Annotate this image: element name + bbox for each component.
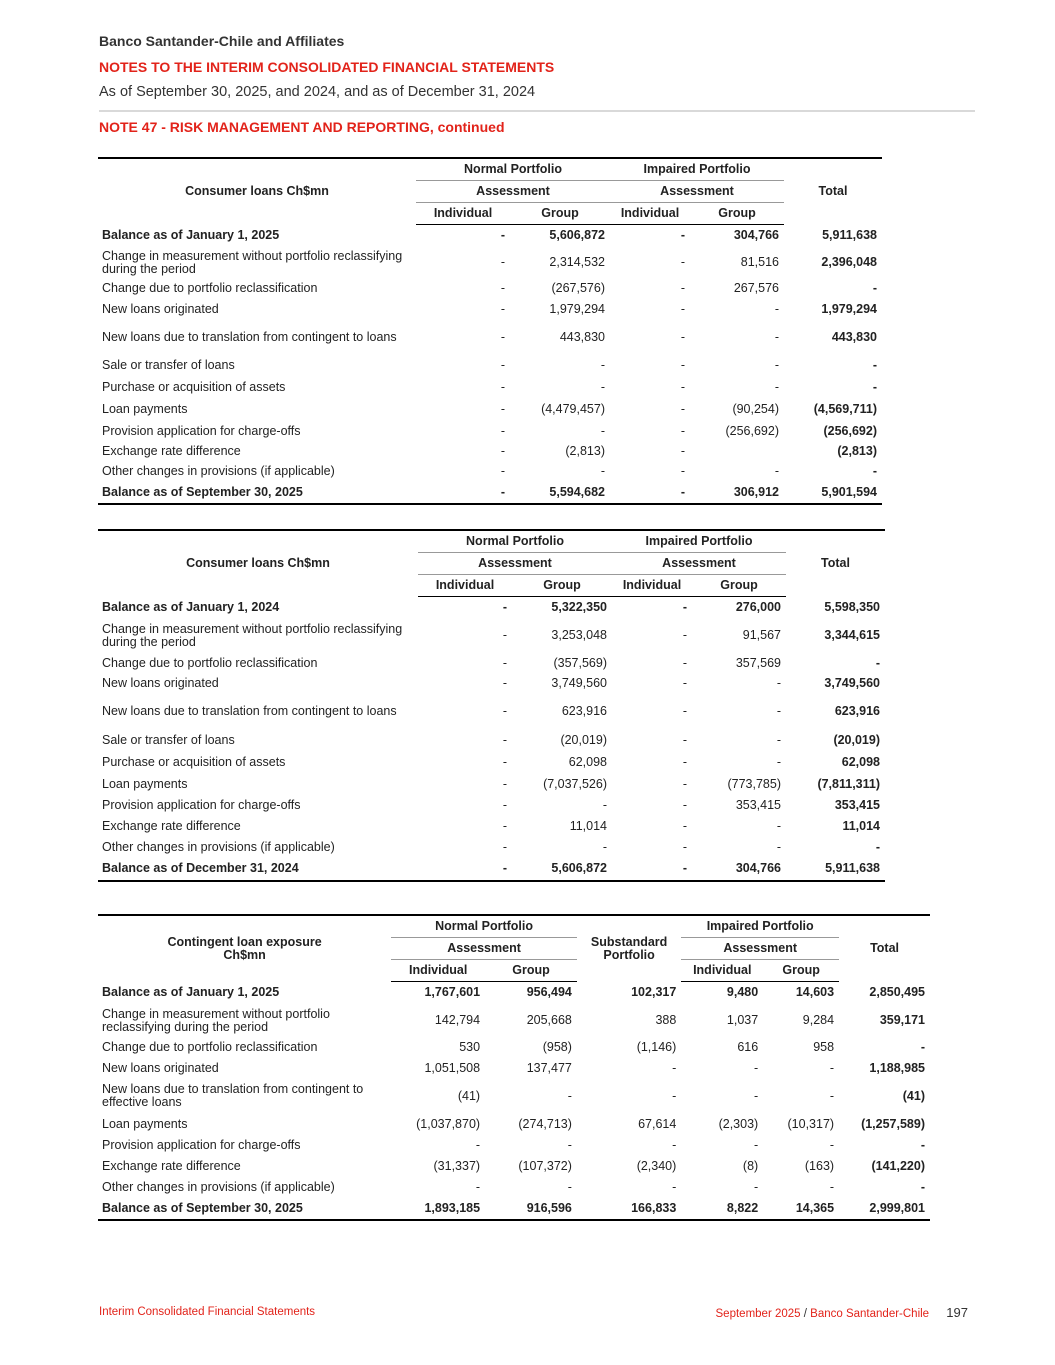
row-value: - bbox=[502, 600, 507, 615]
row-value: 530 bbox=[459, 1040, 481, 1054]
row-value: 67,614 bbox=[638, 1117, 677, 1131]
consumer-loans-2025-table bbox=[98, 157, 882, 505]
row-value: - bbox=[680, 464, 685, 478]
table-title: Contingent loan exposure Ch$mn bbox=[167, 934, 322, 962]
group-header: Group bbox=[692, 575, 786, 597]
group-header: Group bbox=[485, 960, 577, 982]
normal-portfolio-header: Normal Portfolio bbox=[418, 530, 612, 553]
row-total: - bbox=[872, 380, 877, 394]
row-value: (4,479,457) bbox=[541, 402, 605, 416]
substandard-portfolio-header: Substandard Portfolio bbox=[590, 934, 668, 962]
table-row bbox=[98, 1156, 930, 1178]
individual-header: Individual bbox=[681, 960, 763, 982]
row-value: - bbox=[682, 704, 687, 718]
row-total: (256,692) bbox=[823, 423, 877, 438]
row-value: - bbox=[500, 301, 505, 316]
row-value: - bbox=[774, 358, 779, 372]
row-value: - bbox=[754, 1088, 759, 1103]
row-value: (20,019) bbox=[560, 733, 607, 747]
row-value: 357,569 bbox=[735, 655, 781, 670]
group-header: Group bbox=[512, 575, 612, 597]
row-total: (7,811,311) bbox=[817, 776, 880, 791]
row-value: 2,314,532 bbox=[549, 255, 605, 269]
row-value: (10,317) bbox=[787, 1117, 835, 1131]
assessment-header: Assessment bbox=[612, 553, 786, 575]
row-value: - bbox=[829, 1088, 835, 1103]
row-value: 5,594,682 bbox=[510, 482, 610, 504]
row-value: - bbox=[500, 380, 505, 394]
row-value: - bbox=[829, 1138, 835, 1152]
row-value: - bbox=[502, 655, 507, 670]
table-title: Consumer loans Ch$mn bbox=[186, 556, 330, 571]
row-total: - bbox=[872, 358, 877, 372]
table-row bbox=[98, 1114, 930, 1136]
row-value: - bbox=[754, 1060, 759, 1075]
table-row bbox=[98, 421, 882, 442]
row-value: - bbox=[602, 839, 607, 854]
row-value: 1,051,508 bbox=[424, 1060, 481, 1075]
row-total: (4,569,711) bbox=[813, 402, 877, 416]
row-value: 11,014 bbox=[569, 818, 607, 833]
row-value: (163) bbox=[804, 1159, 835, 1173]
row-value: (2,813) bbox=[565, 444, 605, 458]
row-value: (31,337) bbox=[433, 1159, 481, 1173]
row-total: 1,979,294 bbox=[821, 301, 877, 316]
table-row bbox=[98, 1136, 930, 1156]
row-value: (256,692) bbox=[725, 423, 779, 438]
row-value: 3,253,048 bbox=[551, 628, 607, 642]
row-value: - bbox=[680, 255, 685, 269]
row-label: Exchange rate difference bbox=[102, 444, 241, 458]
row-value: - bbox=[475, 1138, 481, 1152]
row-label: Loan payments bbox=[102, 402, 188, 416]
table-row bbox=[98, 619, 885, 653]
row-value: 276,000 bbox=[735, 600, 781, 615]
table-row bbox=[98, 774, 885, 795]
row-value: (2,340) bbox=[636, 1159, 677, 1173]
row-value: - bbox=[680, 402, 685, 416]
footer-right bbox=[716, 1305, 968, 1320]
row-value: 5,606,872 bbox=[512, 858, 612, 881]
row-value: 166,833 bbox=[577, 1198, 681, 1220]
row-value: - bbox=[567, 1138, 572, 1152]
row-value: - bbox=[500, 464, 505, 478]
row-label: Balance as of January 1, 2025 bbox=[102, 985, 280, 999]
table-row bbox=[98, 1178, 930, 1198]
row-label: Change in measurement without portfolio reclassifying during the period bbox=[102, 621, 403, 649]
total-header: Total bbox=[821, 556, 850, 571]
row-value: - bbox=[502, 797, 507, 812]
row-value: 5,322,350 bbox=[551, 600, 607, 615]
row-label: New loans due to translation from contingent to loans bbox=[102, 329, 397, 344]
row-value: - bbox=[500, 281, 505, 295]
row-label: Sale or transfer of loans bbox=[102, 733, 235, 747]
row-value: - bbox=[829, 1060, 835, 1075]
row-value: 353,415 bbox=[735, 797, 781, 812]
row-value: - bbox=[600, 423, 605, 438]
row-value: 137,477 bbox=[526, 1060, 572, 1075]
row-total: - bbox=[920, 1180, 925, 1194]
row-value: - bbox=[682, 676, 687, 690]
row-value: 623,916 bbox=[561, 704, 607, 718]
company-name: Banco Santander-Chile and Affiliates bbox=[99, 33, 345, 49]
row-total: - bbox=[920, 1040, 925, 1054]
individual-header: Individual bbox=[418, 575, 512, 597]
row-value: - bbox=[774, 380, 779, 394]
group-header: Group bbox=[510, 203, 610, 225]
row-value: (773,785) bbox=[727, 776, 781, 791]
row-total: 2,850,495 bbox=[869, 985, 925, 999]
row-total: (2,813) bbox=[837, 444, 877, 458]
row-label: New loans originated bbox=[102, 676, 219, 690]
row-value: - bbox=[502, 818, 507, 833]
row-value: - bbox=[776, 704, 781, 718]
row-label: Exchange rate difference bbox=[102, 1159, 241, 1173]
footer-bank: Banco Santander-Chile bbox=[810, 1308, 930, 1320]
row-label: Provision application for charge-offs bbox=[102, 797, 301, 812]
row-value: (7,037,526) bbox=[543, 776, 607, 791]
row-total: (41) bbox=[902, 1088, 925, 1103]
page-header bbox=[99, 33, 974, 104]
row-value: - bbox=[682, 733, 687, 747]
assessment-header: Assessment bbox=[391, 938, 577, 960]
row-value: 304,766 bbox=[733, 228, 779, 243]
row-value: - bbox=[776, 733, 781, 747]
row-total: 623,916 bbox=[834, 704, 880, 718]
row-value: - bbox=[500, 444, 505, 458]
row-value: - bbox=[682, 818, 687, 833]
row-total: - bbox=[920, 1138, 925, 1152]
row-value: - bbox=[774, 464, 779, 478]
row-total: (141,220) bbox=[871, 1159, 925, 1173]
row-value: 8,822 bbox=[681, 1198, 763, 1220]
row-value: (2,303) bbox=[718, 1117, 759, 1131]
row-value: - bbox=[682, 600, 687, 615]
row-value: 956,494 bbox=[526, 985, 572, 1000]
footer-date: September 2025 bbox=[715, 1308, 801, 1320]
table-row bbox=[98, 1058, 930, 1079]
row-value: - bbox=[672, 1138, 677, 1152]
row-value: - bbox=[567, 1180, 572, 1194]
row-value: - bbox=[680, 301, 685, 316]
row-value: 958 bbox=[813, 1040, 835, 1054]
row-value: (274,713) bbox=[518, 1117, 572, 1131]
row-value: 205,668 bbox=[526, 1013, 572, 1027]
row-label: Balance as of January 1, 2025 bbox=[102, 228, 280, 242]
row-label: New loans originated bbox=[102, 1060, 219, 1075]
table-row bbox=[98, 1079, 930, 1114]
row-value: - bbox=[680, 423, 685, 438]
row-label: Balance as of January 1, 2024 bbox=[102, 600, 280, 614]
individual-header: Individual bbox=[612, 575, 692, 597]
row-value: (267,576) bbox=[551, 281, 605, 295]
row-value: 306,912 bbox=[690, 482, 784, 504]
row-total: (20,019) bbox=[833, 733, 880, 747]
assessment-header: Assessment bbox=[681, 938, 839, 960]
table-row bbox=[98, 1198, 930, 1220]
row-value: (958) bbox=[542, 1040, 572, 1054]
row-value: - bbox=[502, 704, 507, 718]
row-value: - bbox=[600, 464, 605, 478]
impaired-portfolio-header: Impaired Portfolio bbox=[610, 158, 784, 181]
row-value: (90,254) bbox=[732, 402, 779, 416]
note-title: NOTE 47 - RISK MANAGEMENT AND REPORTING, continued bbox=[99, 119, 505, 135]
row-value: - bbox=[680, 228, 685, 243]
row-label: Balance as of September 30, 2025 bbox=[98, 482, 416, 504]
row-value: - bbox=[774, 301, 779, 316]
row-label: Provision application for charge-offs bbox=[102, 423, 301, 438]
table-row bbox=[98, 982, 930, 1004]
row-value: - bbox=[500, 329, 505, 344]
table-row bbox=[98, 816, 885, 837]
row-value: 5,606,872 bbox=[549, 228, 605, 243]
row-value: - bbox=[500, 423, 505, 438]
impaired-portfolio-header: Impaired Portfolio bbox=[612, 530, 786, 553]
row-value: - bbox=[680, 380, 685, 394]
row-label: Change due to portfolio reclassification bbox=[102, 655, 318, 670]
row-value: - bbox=[682, 839, 687, 854]
group-header: Group bbox=[690, 203, 784, 225]
row-value: 304,766 bbox=[692, 858, 786, 881]
table-row bbox=[98, 399, 882, 421]
footer-left: Interim Consolidated Financial Statements bbox=[99, 1306, 316, 1318]
row-label: Provision application for charge-offs bbox=[102, 1138, 301, 1152]
row-value: - bbox=[500, 255, 505, 269]
footer-separator: / bbox=[803, 1308, 807, 1320]
impaired-portfolio-header: Impaired Portfolio bbox=[681, 915, 839, 938]
row-value: - bbox=[680, 358, 685, 372]
row-value: - bbox=[682, 797, 687, 812]
row-value: (357,569) bbox=[553, 655, 607, 670]
row-value: - bbox=[829, 1180, 835, 1194]
row-value: - bbox=[754, 1138, 759, 1152]
row-value: - bbox=[475, 1180, 481, 1194]
total-header: Total bbox=[870, 941, 899, 956]
row-value: 1,979,294 bbox=[549, 301, 605, 316]
row-value: (41) bbox=[457, 1088, 481, 1103]
row-total: 359,171 bbox=[879, 1013, 925, 1027]
row-value: 142,794 bbox=[434, 1013, 481, 1027]
row-value: 3,749,560 bbox=[551, 676, 607, 690]
row-label: Other changes in provisions (if applicable) bbox=[102, 839, 335, 854]
row-value: - bbox=[567, 1088, 572, 1103]
row-value: (1,146) bbox=[636, 1040, 677, 1054]
row-total: - bbox=[875, 839, 880, 854]
row-total: 5,598,350 bbox=[824, 600, 880, 614]
assessment-header: Assessment bbox=[418, 553, 612, 575]
row-value bbox=[690, 442, 784, 462]
row-total: 1,188,985 bbox=[869, 1060, 925, 1075]
table-row bbox=[98, 355, 882, 377]
row-value: - bbox=[682, 628, 687, 642]
row-value: - bbox=[680, 329, 685, 344]
table-row bbox=[98, 482, 882, 504]
row-value: 443,830 bbox=[559, 329, 605, 344]
individual-header: Individual bbox=[610, 203, 690, 225]
row-label: Loan payments bbox=[102, 776, 188, 791]
header-divider bbox=[99, 110, 975, 112]
row-value: - bbox=[502, 733, 507, 747]
row-value: - bbox=[682, 755, 687, 769]
row-label: Change in measurement without portfolio reclassifying during the period bbox=[102, 248, 403, 276]
row-total: 5,911,638 bbox=[786, 858, 885, 881]
row-value: 616 bbox=[737, 1040, 759, 1054]
row-value: - bbox=[776, 755, 781, 769]
row-value: - bbox=[682, 776, 687, 791]
row-value: 9,480 bbox=[726, 985, 759, 1000]
table-row bbox=[98, 730, 885, 752]
row-value: 81,516 bbox=[740, 255, 779, 269]
row-value: - bbox=[680, 281, 685, 295]
row-total: 62,098 bbox=[841, 755, 880, 769]
table-row bbox=[98, 674, 885, 694]
row-total: 353,415 bbox=[834, 797, 880, 812]
table-row bbox=[98, 320, 882, 355]
page-number: 197 bbox=[946, 1305, 968, 1320]
row-value: - bbox=[672, 1088, 677, 1103]
row-total: 5,901,594 bbox=[784, 482, 882, 504]
row-value: - bbox=[680, 444, 685, 458]
row-value: 1,767,601 bbox=[424, 985, 481, 1000]
row-label: Change due to portfolio reclassification bbox=[102, 1040, 318, 1054]
row-value: 9,284 bbox=[802, 1013, 835, 1027]
document-subtitle: As of September 30, 2025, and 2024, and as of December 31, 2024 bbox=[99, 84, 536, 100]
individual-header: Individual bbox=[416, 203, 510, 225]
row-value: 388 bbox=[655, 1013, 677, 1027]
table-row bbox=[98, 795, 885, 816]
row-value: - bbox=[612, 858, 692, 881]
row-value: - bbox=[500, 358, 505, 372]
row-value: - bbox=[776, 818, 781, 833]
row-label: Balance as of September 30, 2025 bbox=[98, 1198, 391, 1220]
consumer-loans-2024-table bbox=[98, 529, 885, 882]
table-row bbox=[98, 837, 885, 858]
row-label: Other changes in provisions (if applicable) bbox=[102, 1180, 335, 1194]
table-row bbox=[98, 694, 885, 730]
document-title: NOTES TO THE INTERIM CONSOLIDATED FINANCIAL STATEMENTS bbox=[99, 59, 555, 75]
contingent-loan-exposure-table bbox=[98, 914, 930, 1221]
normal-portfolio-header: Normal Portfolio bbox=[391, 915, 577, 938]
row-label: Balance as of December 31, 2024 bbox=[98, 858, 418, 881]
row-value: 62,098 bbox=[568, 755, 607, 769]
row-value: - bbox=[672, 1060, 677, 1075]
row-label: Loan payments bbox=[102, 1117, 188, 1131]
row-label: Exchange rate difference bbox=[102, 818, 241, 833]
row-value: 916,596 bbox=[485, 1198, 577, 1220]
row-total: - bbox=[872, 464, 877, 478]
row-label: New loans due to translation from contingent to effective loans bbox=[102, 1082, 364, 1109]
row-label: Change due to portfolio reclassification bbox=[102, 281, 318, 295]
group-header: Group bbox=[763, 960, 839, 982]
row-value: - bbox=[502, 628, 507, 642]
row-value: - bbox=[502, 755, 507, 769]
row-label: Change in measurement without portfolio reclassifying during the period bbox=[102, 1006, 330, 1034]
row-value: 102,317 bbox=[631, 985, 677, 999]
row-value: (1,037,870) bbox=[416, 1117, 481, 1131]
row-value: - bbox=[502, 839, 507, 854]
row-value: - bbox=[610, 482, 690, 504]
row-value: - bbox=[418, 858, 512, 881]
row-label: New loans originated bbox=[102, 301, 219, 316]
assessment-header: Assessment bbox=[416, 181, 610, 203]
row-value: - bbox=[682, 655, 687, 670]
row-total: - bbox=[872, 281, 877, 295]
row-value: - bbox=[500, 228, 505, 243]
row-value: 14,603 bbox=[795, 985, 835, 1000]
row-label: Sale or transfer of loans bbox=[102, 358, 235, 372]
row-value: - bbox=[600, 358, 605, 372]
row-label: Other changes in provisions (if applicable) bbox=[102, 464, 335, 478]
row-value: - bbox=[754, 1180, 759, 1194]
table-row bbox=[98, 1004, 930, 1038]
row-value: - bbox=[502, 676, 507, 690]
row-value: - bbox=[600, 380, 605, 394]
row-value: 91,567 bbox=[742, 628, 781, 642]
table-row bbox=[98, 377, 882, 399]
table-row bbox=[98, 279, 882, 299]
row-value: - bbox=[672, 1180, 677, 1194]
row-value: (107,372) bbox=[518, 1159, 572, 1173]
row-value: - bbox=[500, 402, 505, 416]
table-row bbox=[98, 858, 885, 881]
row-total: 3,344,615 bbox=[824, 628, 880, 642]
row-total: (1,257,589) bbox=[861, 1117, 925, 1131]
table-row bbox=[98, 225, 882, 247]
table-row bbox=[98, 299, 882, 320]
row-label: New loans due to translation from contingent to loans bbox=[102, 704, 397, 718]
row-value: 14,365 bbox=[763, 1198, 839, 1220]
table-row bbox=[98, 1038, 930, 1058]
total-header: Total bbox=[818, 184, 848, 199]
table-row bbox=[98, 752, 885, 774]
row-total: 11,014 bbox=[842, 818, 880, 833]
row-label: Purchase or acquisition of assets bbox=[102, 755, 286, 769]
row-total: 2,999,801 bbox=[839, 1198, 930, 1220]
normal-portfolio-header: Normal Portfolio bbox=[416, 158, 610, 181]
individual-header: Individual bbox=[391, 960, 485, 982]
row-total: 443,830 bbox=[831, 329, 877, 344]
row-value: (8) bbox=[742, 1159, 759, 1173]
row-value: - bbox=[602, 797, 607, 812]
table-row bbox=[98, 462, 882, 482]
row-value: - bbox=[776, 839, 781, 854]
row-total: 3,749,560 bbox=[824, 676, 880, 690]
row-total: 2,396,048 bbox=[821, 255, 877, 269]
table-row bbox=[98, 653, 885, 674]
row-total: - bbox=[875, 655, 880, 670]
row-value: - bbox=[502, 776, 507, 791]
row-label: Purchase or acquisition of assets bbox=[102, 380, 286, 394]
row-value: - bbox=[776, 676, 781, 690]
row-value: 267,576 bbox=[733, 281, 779, 295]
row-value: 1,893,185 bbox=[391, 1198, 485, 1220]
table-row bbox=[98, 247, 882, 279]
table-title: Consumer loans Ch$mn bbox=[185, 184, 329, 199]
row-total: 5,911,638 bbox=[822, 228, 877, 242]
table-row bbox=[98, 442, 882, 462]
table-row bbox=[98, 597, 885, 619]
row-value: - bbox=[774, 329, 779, 344]
row-value: - bbox=[416, 482, 510, 504]
row-value: 1,037 bbox=[726, 1013, 759, 1027]
assessment-header: Assessment bbox=[610, 181, 784, 203]
